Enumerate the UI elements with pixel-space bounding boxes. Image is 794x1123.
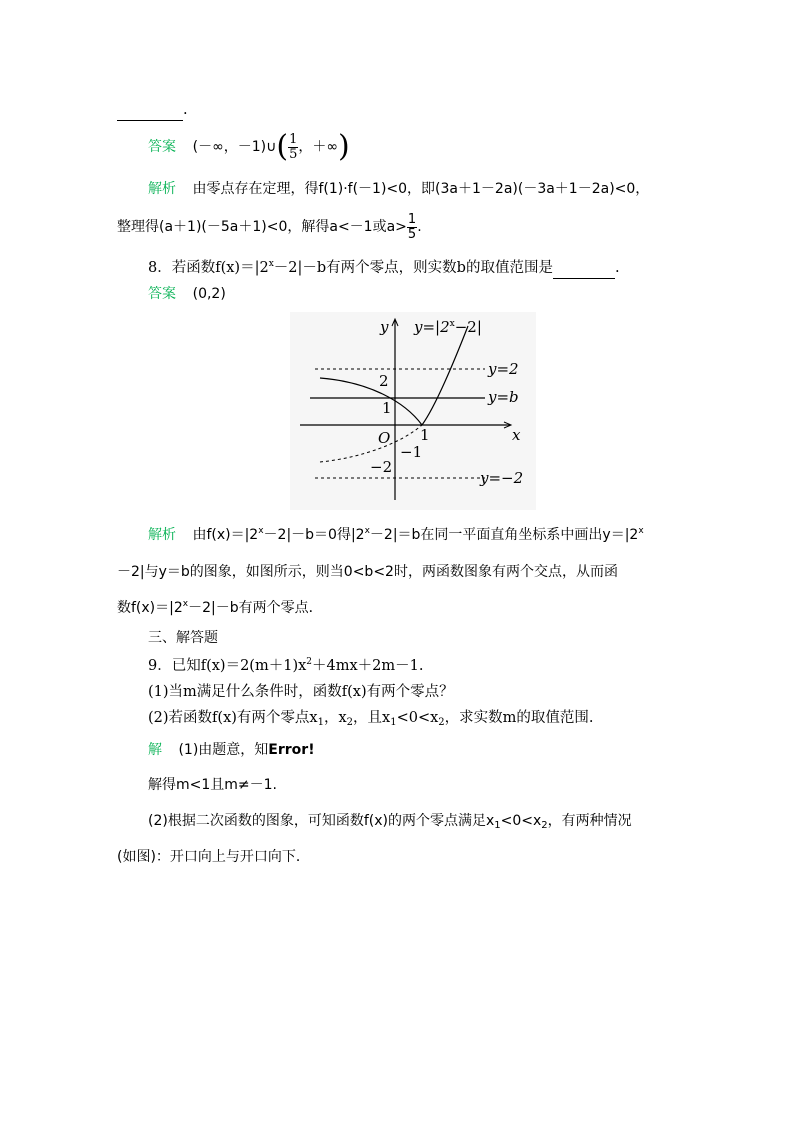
tick-x-1: 1: [420, 426, 430, 444]
solution-8-line3: 数$f(x)=|2^x-2|-b$有两个零点．: [117, 599, 323, 616]
label-y-b: y=b: [488, 388, 519, 406]
answer-label: 答案: [148, 139, 176, 155]
function-graph-figure: [290, 312, 536, 510]
question-8: 8．若函数$f(x)=|2^x-2|-b$有两个零点，则实数b的取值范围是 .: [148, 258, 620, 279]
curve-left-part: [320, 378, 422, 425]
question-9-part1: (1)当m满足什么条件时，函数f(x)有两个零点？: [148, 684, 454, 700]
answer-7: 答案 (－∞，－1)∪( $\frac{1}{5}$ ，＋∞): [148, 129, 350, 164]
label-y-2: y=2: [488, 360, 519, 378]
question-9-part2: (2)若函数f(x)有两个零点$x_1$，$x_2$，且$x_1<0<x_2$，求实数m的取值范围.: [148, 710, 594, 728]
y-axis-label: y: [380, 318, 389, 336]
section-title: 三、解答题: [148, 630, 218, 646]
solution-8-line1: 解析 由$f(x)=|2^x-2|-b=0$得$|2^x-2|=b$在同一平面直角坐标系中画出$y=|2^x$: [148, 526, 644, 543]
solution-9-line2: 解得m<1且m≠－1.: [148, 777, 278, 793]
tick-neg1: −1: [400, 443, 423, 461]
function-label: $y=|2^x-2|$: [414, 318, 482, 336]
tick-2: 2: [379, 372, 389, 390]
tick-neg2: −2: [370, 458, 393, 476]
question-9: 9．已知$f(x)=2(m+1)x^2+4mx+2m-1$.: [148, 657, 424, 674]
solution-label: 解析: [148, 527, 176, 543]
answer-label: 答案: [148, 286, 176, 302]
tick-1: 1: [382, 399, 392, 417]
prev-question-tail: .: [117, 100, 188, 121]
x-axis-label: x: [512, 426, 521, 444]
answer-blank: [553, 258, 615, 279]
answer-8: 答案 (0,2): [148, 286, 226, 302]
solution-8-line2: －2|与y＝b的图象，如图所示，则当0<b<2时，两函数图象有两个交点，从而函: [117, 564, 618, 580]
origin-label: O: [378, 429, 391, 447]
curve-right-part: [422, 326, 468, 425]
solution-9-line1: 解 (1)由题意，知Error!: [148, 742, 315, 758]
solution-9-line3: (2)根据二次函数的图象，可知函数f(x)的两个零点满足$x_1<0<x_2$，有两种情况: [148, 813, 632, 831]
answer-blank: [117, 100, 183, 121]
fraction: $\frac{1}{5}$: [407, 211, 417, 242]
graph-svg: [290, 312, 536, 510]
error-text: Error!: [268, 742, 315, 758]
label-y-neg2: y=−2: [480, 469, 524, 487]
solution-label: 解: [148, 742, 162, 758]
solution-9-line4: (如图)：开口向上与开口向下．: [117, 849, 310, 865]
fraction: $\frac{1}{5}$: [289, 131, 298, 162]
solution-7-line2: 整理得(a＋1)(－5a＋1)<0，解得a<－1或a> $\frac{1}{5}$ .: [117, 211, 422, 242]
solution-7-line1: 解析 由零点存在定理，得f(1)·f(－1)<0，即(3a＋1－2a)(－3a＋1－2a)<0，: [148, 181, 650, 197]
solution-label: 解析: [148, 181, 176, 197]
